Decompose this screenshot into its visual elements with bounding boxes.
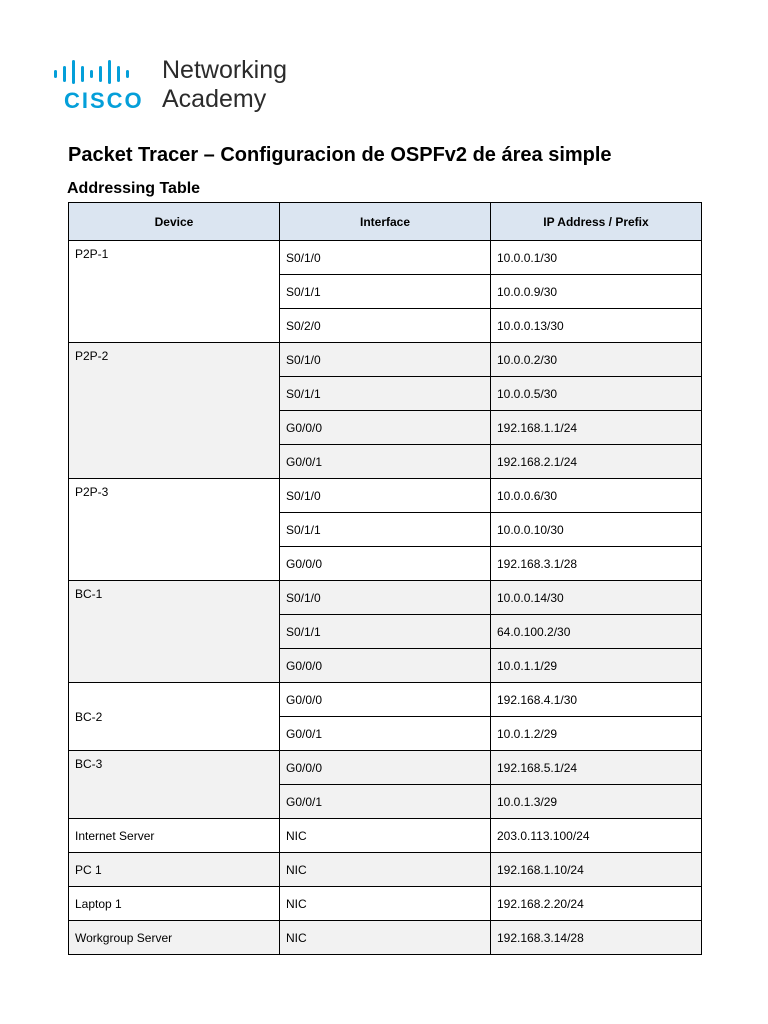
- logo-line-networking: Networking: [162, 56, 288, 84]
- interface-cell: G0/0/0: [280, 411, 491, 445]
- addressing-table: [68, 202, 702, 955]
- interface-cell: G0/0/0: [280, 751, 491, 785]
- ip-cell: 192.168.1.10/24: [491, 853, 702, 887]
- device-cell: BC-2: [69, 683, 280, 751]
- device-cell: PC 1: [69, 853, 280, 887]
- interface-cell: S0/1/1: [280, 377, 491, 411]
- column-header-interface: Interface: [280, 203, 491, 241]
- page-title: Packet Tracer – Configuracion de OSPFv2 de área simple: [68, 144, 612, 166]
- table-row: [69, 887, 702, 921]
- section-heading: Addressing Table: [67, 180, 201, 197]
- table-row: [69, 343, 702, 377]
- interface-cell: S0/1/0: [280, 581, 491, 615]
- ip-cell: 10.0.0.9/30: [491, 275, 702, 309]
- ip-cell: 192.168.2.1/24: [491, 445, 702, 479]
- ip-cell: 10.0.0.1/30: [491, 241, 702, 275]
- interface-cell: S0/1/0: [280, 479, 491, 513]
- table-row: [69, 819, 702, 853]
- logo-text: [162, 56, 288, 113]
- interface-cell: S0/2/0: [280, 309, 491, 343]
- interface-cell: S0/1/0: [280, 241, 491, 275]
- ip-cell: 10.0.0.13/30: [491, 309, 702, 343]
- device-cell: P2P-2: [69, 343, 280, 479]
- ip-cell: 10.0.0.5/30: [491, 377, 702, 411]
- table-row: [69, 921, 702, 955]
- interface-cell: S0/1/0: [280, 343, 491, 377]
- ip-cell: 192.168.5.1/24: [491, 751, 702, 785]
- ip-cell: 10.0.1.3/29: [491, 785, 702, 819]
- interface-cell: NIC: [280, 887, 491, 921]
- interface-cell: G0/0/1: [280, 445, 491, 479]
- table-row: [69, 581, 702, 615]
- interface-cell: NIC: [280, 819, 491, 853]
- interface-cell: G0/0/0: [280, 547, 491, 581]
- device-cell: Laptop 1: [69, 887, 280, 921]
- interface-cell: S0/1/1: [280, 615, 491, 649]
- interface-cell: G0/0/1: [280, 785, 491, 819]
- ip-cell: 192.168.1.1/24: [491, 411, 702, 445]
- interface-cell: NIC: [280, 853, 491, 887]
- table-row: [69, 241, 702, 275]
- ip-cell: 10.0.0.10/30: [491, 513, 702, 547]
- table-row: [69, 479, 702, 513]
- ip-cell: 192.168.3.14/28: [491, 921, 702, 955]
- interface-cell: S0/1/1: [280, 513, 491, 547]
- interface-cell: G0/0/0: [280, 649, 491, 683]
- cisco-wordmark: CISCO: [64, 88, 144, 113]
- interface-cell: NIC: [280, 921, 491, 955]
- device-cell: BC-1: [69, 581, 280, 683]
- ip-cell: 192.168.3.1/28: [491, 547, 702, 581]
- device-cell: P2P-1: [69, 241, 280, 343]
- interface-cell: S0/1/1: [280, 275, 491, 309]
- ip-cell: 10.0.0.14/30: [491, 581, 702, 615]
- table-header-row: [69, 203, 702, 241]
- logo-line-academy: Academy: [162, 85, 267, 113]
- device-cell: Internet Server: [69, 819, 280, 853]
- ip-cell: 192.168.4.1/30: [491, 683, 702, 717]
- interface-cell: G0/0/1: [280, 717, 491, 751]
- device-cell: BC-3: [69, 751, 280, 819]
- device-cell: Workgroup Server: [69, 921, 280, 955]
- ip-cell: 203.0.113.100/24: [491, 819, 702, 853]
- ip-cell: 64.0.100.2/30: [491, 615, 702, 649]
- ip-cell: 192.168.2.20/24: [491, 887, 702, 921]
- ip-cell: 10.0.1.1/29: [491, 649, 702, 683]
- device-cell: P2P-3: [69, 479, 280, 581]
- ip-cell: 10.0.0.2/30: [491, 343, 702, 377]
- column-header-device: Device: [69, 203, 280, 241]
- ip-cell: 10.0.1.2/29: [491, 717, 702, 751]
- table-row: [69, 751, 702, 785]
- table-row: [69, 683, 702, 717]
- table-row: [69, 853, 702, 887]
- ip-cell: 10.0.0.6/30: [491, 479, 702, 513]
- cisco-bars-icon: [52, 58, 152, 88]
- column-header-ip: IP Address / Prefix: [491, 203, 702, 241]
- interface-cell: G0/0/0: [280, 683, 491, 717]
- cisco-networking-academy-logo: [52, 56, 312, 120]
